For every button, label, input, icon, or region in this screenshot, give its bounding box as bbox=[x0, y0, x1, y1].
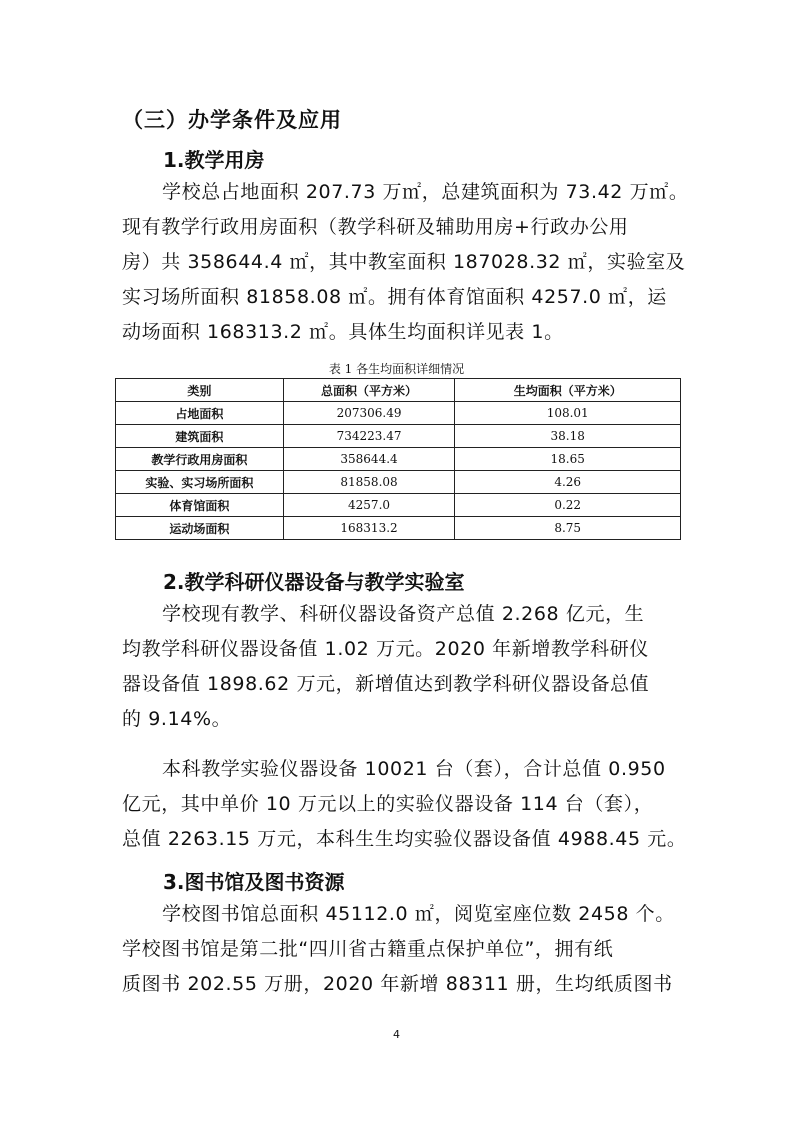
table-row bbox=[116, 471, 681, 494]
table-row bbox=[116, 517, 681, 540]
equipment-paragraph-2 bbox=[122, 752, 687, 857]
table-row bbox=[116, 494, 681, 517]
row-total-area: 4257.0 bbox=[283, 494, 455, 517]
table-row bbox=[116, 448, 681, 471]
text-line: 的 9.14%。 bbox=[122, 708, 232, 730]
text-line: 总值 2263.15 万元，本科生生均实验仪器设备值 4988.45 元。 bbox=[122, 828, 687, 850]
row-per-student-area: 108.01 bbox=[455, 402, 681, 425]
table-caption: 表 1 各生均面积详细情况 bbox=[328, 362, 465, 376]
library-paragraph bbox=[122, 897, 682, 1002]
row-per-student-area: 18.65 bbox=[455, 448, 681, 471]
row-category: 建筑面积 bbox=[116, 425, 284, 448]
row-category: 教学行政用房面积 bbox=[116, 448, 284, 471]
row-per-student-area: 0.22 bbox=[455, 494, 681, 517]
row-category: 运动场面积 bbox=[116, 517, 284, 540]
row-per-student-area: 8.75 bbox=[455, 517, 681, 540]
header-per-student-area: 生均面积（平方米） bbox=[455, 379, 681, 402]
row-total-area: 207306.49 bbox=[283, 402, 455, 425]
text-line: 学校图书馆是第二批“四川省古籍重点保护单位”，拥有纸 bbox=[122, 938, 614, 960]
header-category: 类别 bbox=[116, 379, 284, 402]
row-total-area: 734223.47 bbox=[283, 425, 455, 448]
area-table bbox=[115, 378, 681, 540]
equipment-paragraph-1 bbox=[122, 597, 682, 737]
subsection-heading-library: 3.图书馆及图书资源 bbox=[163, 870, 345, 894]
row-category: 占地面积 bbox=[116, 402, 284, 425]
row-per-student-area: 38.18 bbox=[455, 425, 681, 448]
text-line: 亿元，其中单价 10 万元以上的实验仪器设备 114 台（套）， bbox=[122, 793, 654, 815]
table-header-row bbox=[116, 379, 681, 402]
teaching-rooms-paragraph bbox=[122, 175, 689, 350]
table-row bbox=[116, 425, 681, 448]
text-line: 现有教学行政用房面积（教学科研及辅助用房+行政办公用 bbox=[122, 216, 629, 238]
row-total-area: 81858.08 bbox=[283, 471, 455, 494]
row-category: 体育馆面积 bbox=[116, 494, 284, 517]
text-line: 动场面积 168313.2 ㎡。具体生均面积详见表 1。 bbox=[122, 321, 564, 343]
text-line: 实习场所面积 81858.08 ㎡。拥有体育馆面积 4257.0 ㎡，运 bbox=[122, 286, 667, 308]
text-line: 学校图书馆总面积 45112.0 ㎡，阅览室座位数 2458 个。 bbox=[162, 903, 675, 925]
subsection-heading-equipment: 2.教学科研仪器设备与教学实验室 bbox=[163, 570, 465, 594]
text-line: 学校总占地面积 207.73 万㎡，总建筑面积为 73.42 万㎡。 bbox=[162, 181, 689, 203]
row-per-student-area: 4.26 bbox=[455, 471, 681, 494]
text-line: 房）共 358644.4 ㎡，其中教室面积 187028.32 ㎡，实验室及 bbox=[122, 251, 686, 273]
row-category: 实验、实习场所面积 bbox=[116, 471, 284, 494]
page-number: 4 bbox=[393, 1028, 400, 1041]
text-line: 器设备值 1898.62 万元，新增值达到教学科研仪器设备总值 bbox=[122, 673, 650, 695]
text-line: 均教学科研仪器设备值 1.02 万元。2020 年新增教学科研仪 bbox=[122, 638, 649, 660]
text-line: 学校现有教学、科研仪器设备资产总值 2.268 亿元，生 bbox=[162, 603, 645, 625]
text-line: 本科教学实验仪器设备 10021 台（套），合计总值 0.950 bbox=[162, 758, 666, 780]
row-total-area: 358644.4 bbox=[283, 448, 455, 471]
row-total-area: 168313.2 bbox=[283, 517, 455, 540]
text-line: 质图书 202.55 万册，2020 年新增 88311 册，生均纸质图书 bbox=[122, 973, 673, 995]
table-row bbox=[116, 402, 681, 425]
section-heading: （三）办学条件及应用 bbox=[122, 108, 342, 132]
subsection-heading-teaching-rooms: 1.教学用房 bbox=[163, 148, 265, 172]
header-total-area: 总面积（平方米） bbox=[283, 379, 455, 402]
